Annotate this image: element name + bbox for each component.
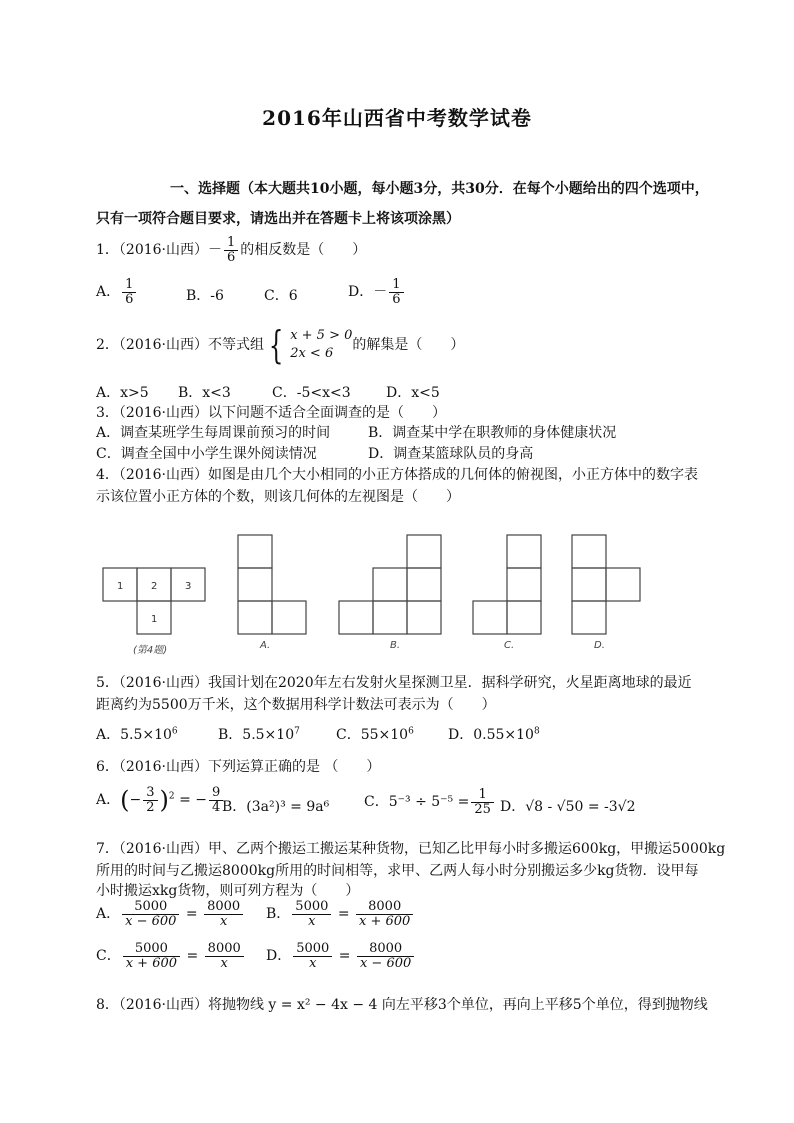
q5-option-a: [96, 724, 178, 744]
q4-option-b-label: B.: [390, 640, 401, 651]
q2-inequality-system: { x + 5 > 0 2x < 6: [268, 323, 353, 367]
q1-option-d: [348, 278, 406, 306]
q3-option-d: D．调查某篮球队员的身高: [368, 446, 534, 462]
q5-option-c: [336, 724, 414, 744]
question-8-line1: 8．（2016·山西）将抛物线 y = x² − 4x − 4 向左平移3个单位，再向上平移5个单位，得到抛物线: [96, 997, 708, 1013]
q4-option-c-label: C.: [504, 640, 515, 651]
q1-d-den: 6: [392, 291, 401, 307]
q7-b-left-fraction: [292, 900, 331, 928]
question-4-line1: 4．（2016·山西）如图是由几个大小相同的小正方体搭成的几何体的俯视图，小正方体中的数字表: [96, 467, 698, 483]
q5-option-b: [218, 724, 300, 744]
q2-row1: x + 5 > 0: [290, 328, 353, 344]
q6-option-a: A．(− $\frac{3}{2}$ )$^2$ = − $\frac{9}{4}$: [96, 786, 225, 814]
q7-option-b: B． $\frac{5000}{x}$ = $\frac{8000}{x + 600}$: [266, 900, 415, 928]
section-header-line1: 一、选择题（本大题共10小题，每小题3分，共30分．在每个小题给出的四个选项中，: [170, 181, 709, 197]
q7-option-d: D． $\frac{5000}{x}$ = $\frac{8000}{x - 600}$: [266, 942, 416, 970]
q7-b-r-num: 8000: [356, 900, 413, 915]
q5-d-exp: 8: [533, 726, 540, 737]
q6-a-rhs-den: 4: [212, 799, 221, 815]
q7-d-r-den: x − 600: [359, 955, 412, 971]
q7-b-label: B．: [266, 906, 291, 923]
q4-option-a-label: A.: [260, 640, 271, 651]
q7-b-r-den: x + 600: [359, 913, 411, 929]
q1-a-den: 6: [125, 291, 134, 307]
q1-frac-den: 6: [227, 249, 236, 265]
q5-d-base: D．0.55×10: [448, 727, 534, 743]
q6-option-d: D．√8 - √50 = -3√2: [500, 799, 636, 815]
q1-d-num: 1: [389, 278, 403, 293]
q7-a-r-num: 8000: [204, 900, 243, 915]
q2-option-b: B．x<3: [178, 385, 231, 401]
q6-option-b: B．(3a²)³ = 9a⁶: [222, 799, 330, 815]
q1-a-num: 1: [122, 278, 136, 293]
q7-a-left-fraction: [122, 900, 179, 928]
q4-option-d-label: D.: [594, 640, 605, 651]
q7-a-l-den: x − 600: [125, 913, 177, 929]
q5-b-base: B．5.5×10: [218, 727, 295, 743]
q1-d-label: D．－: [348, 284, 388, 301]
q7-d-left-fraction: [293, 942, 332, 970]
question-2: [96, 323, 465, 367]
q5-option-d: [448, 724, 540, 744]
top-view-number: 2: [151, 581, 158, 592]
q3-option-c: C．调查全国中小学生课外阅读情况: [96, 446, 317, 462]
section-header-line2: 只有一项符合题目要求，请选出并在答题卡上将该项涂黑）: [96, 211, 460, 227]
q7-c-right-fraction: [205, 942, 244, 970]
question-7-line1: 7．（2016·山西）甲、乙两个搬运工搬运某种货物，已知乙比甲每小时多搬运600kg，甲搬运5000kg: [96, 841, 726, 857]
q7-a-l-num: 5000: [122, 900, 179, 915]
q5-c-base: C．55×10: [336, 727, 409, 743]
q7-c-r-den: x: [220, 955, 228, 971]
question-4-line2: 示该位置小正方体的个数，则该几何体的左视图是（ ）: [96, 489, 460, 505]
q4-option-a-figure: [237, 534, 307, 636]
q5-c-exp: 6: [408, 726, 414, 737]
question-7-line2: 所用的时间与乙搬运8000kg所用的时间相等，求甲、乙两人每小时分别搬运多少kg货物．设甲每: [96, 863, 699, 879]
question-1: [96, 236, 366, 264]
q2-row2: 2x < 6: [290, 346, 334, 361]
q7-d-l-den: x: [309, 955, 317, 971]
q7-d-right-fraction: [357, 942, 414, 970]
q6-a-inner-den: 2: [146, 799, 155, 815]
q7-c-label: C．: [96, 948, 121, 965]
page-title: 2016年山西省中考数学试卷: [262, 106, 532, 130]
q1-a-fraction: [122, 278, 136, 306]
q1-suffix: 的相反数是（ ）: [240, 242, 367, 259]
q4-figure-caption: (第4题): [133, 645, 168, 656]
q6-c-fraction: [471, 788, 494, 816]
q7-c-r-num: 8000: [205, 942, 244, 957]
q2-option-a: A．x>5: [96, 385, 149, 401]
top-view-number: 1: [117, 581, 124, 592]
q1-fraction: [224, 236, 238, 264]
question-6: 6．（2016·山西）下列运算正确的是 （ ）: [96, 759, 381, 775]
q1-prefix: 1．（2016·山西）－: [96, 242, 222, 259]
q1-d-fraction: [389, 278, 403, 306]
top-view-number: 1: [151, 614, 158, 625]
q7-c-l-den: x + 600: [125, 955, 178, 971]
q2-option-c: C．-5<x<3: [272, 385, 351, 401]
q5-a-base: A．5.5×10: [96, 727, 172, 743]
question-3: 3．（2016·山西）以下问题不适合全面调查的是（ ）: [96, 405, 446, 421]
q3-option-b: B．调查某中学在职教师的身体健康状况: [368, 425, 617, 441]
q4-option-c-figure: [472, 534, 542, 636]
question-5-line2: 距离约为5500万千米，这个数据用科学计数法可表示为（ ）: [96, 697, 496, 713]
q2-prefix: 2．（2016·山西）不等式组: [96, 337, 264, 353]
top-view-number: 3: [185, 581, 192, 592]
q4-option-b-figure: [338, 534, 442, 636]
q7-c-l-num: 5000: [123, 942, 180, 957]
q6-a-inner-fraction: [143, 786, 157, 814]
q1-option-a: [96, 278, 138, 306]
q6-c-den: 25: [474, 801, 491, 817]
q7-d-l-num: 5000: [293, 942, 332, 957]
q7-a-r-den: x: [219, 913, 228, 929]
q7-c-left-fraction: [123, 942, 180, 970]
q5-a-exp: 6: [171, 726, 178, 737]
q7-b-l-den: x: [308, 913, 316, 929]
q7-option-a: A． $\frac{5000}{x - 600}$ = $\frac{8000}{x}$: [96, 900, 245, 928]
q7-d-r-num: 8000: [357, 942, 414, 957]
q1-option-b: B．-6: [186, 288, 224, 304]
q7-b-right-fraction: [356, 900, 413, 928]
q7-option-c: C． $\frac{5000}{x + 600}$ = $\frac{8000}{x}$: [96, 942, 246, 970]
question-5-line1: 5．（2016·山西）我国计划在2020年左右发射火星探测卫星．据科学研究，火星距离地球的最近: [96, 675, 692, 691]
q6-a-rhs-num: 9: [209, 786, 223, 801]
q6-a-label: A．: [96, 792, 121, 809]
q2-option-d: D．x<5: [386, 385, 440, 401]
q7-a-label: A．: [96, 906, 121, 923]
q6-a-inner-num: 3: [143, 786, 157, 801]
question-7-line3: 小时搬运xkg货物，则可列方程为（ ）: [96, 883, 360, 899]
q6-c-num: 1: [471, 788, 494, 803]
q6-option-c: [364, 788, 496, 816]
q6-c-label: C．5⁻³ ÷ 5⁻⁵ =: [364, 794, 470, 811]
q7-b-l-num: 5000: [292, 900, 331, 915]
q7-d-label: D．: [266, 948, 292, 965]
q1-a-label: A．: [96, 284, 121, 301]
q4-option-d-figure: [571, 534, 641, 636]
q3-option-a: A．调查某班学生每周课前预习的时间: [96, 425, 331, 441]
q5-b-exp: 7: [294, 726, 300, 737]
q1-frac-num: 1: [224, 236, 238, 251]
q4-top-view-figure: [102, 567, 206, 635]
q2-suffix: 的解集是（ ）: [352, 337, 465, 353]
q7-a-right-fraction: [204, 900, 243, 928]
q1-option-c: C．6: [264, 288, 298, 304]
